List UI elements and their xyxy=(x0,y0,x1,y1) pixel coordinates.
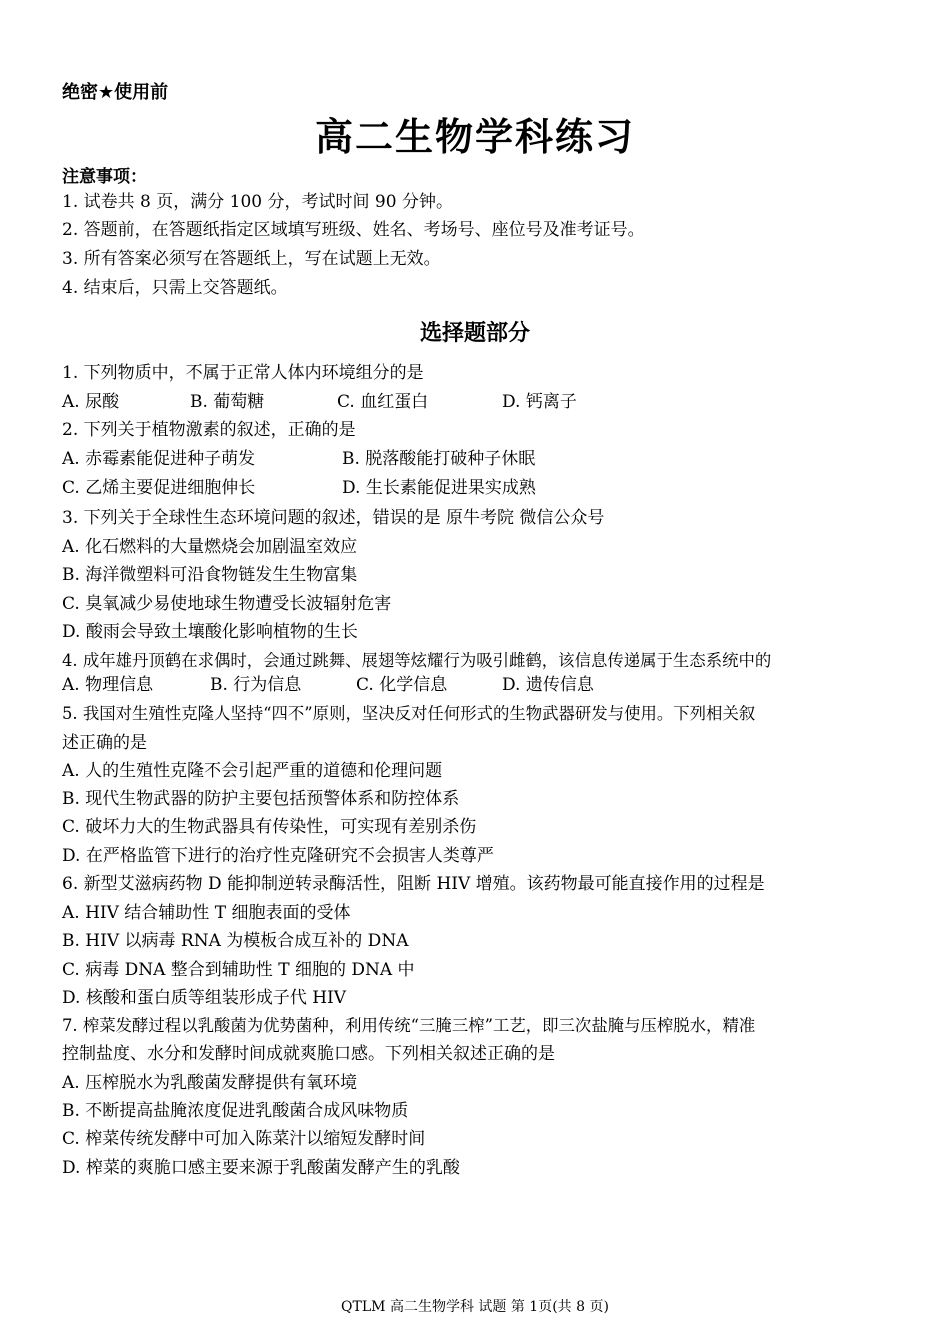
notice-item: 3. 所有答案必须写在答题纸上，写在试题上无效。 xyxy=(62,249,441,269)
question-1-option-d: D. 钙离子 xyxy=(502,392,577,412)
question-4-option-d: D. 遗传信息 xyxy=(502,675,594,695)
question-4-option-c: C. 化学信息 xyxy=(356,675,448,695)
question-5-stem: 5. 我国对生殖性克隆人坚持“四不”原则，坚决反对任何形式的生物武器研发与使用。下列相关叙 xyxy=(62,704,756,723)
question-2-stem: 2. 下列关于植物激素的叙述，正确的是 xyxy=(62,420,356,440)
page-title: 高二生物学科练习 xyxy=(314,114,635,159)
question-7-stem-cont: 控制盐度、水分和发酵时间成就爽脆口感。下列相关叙述正确的是 xyxy=(62,1044,555,1064)
question-6-option-c: C. 病毒 DNA 整合到辅助性 T 细胞的 DNA 中 xyxy=(62,960,415,980)
question-5-stem-cont: 述正确的是 xyxy=(62,733,147,753)
secret-label: 绝密★使用前 xyxy=(62,82,169,103)
question-3-option-d: D. 酸雨会导致土壤酸化影响植物的生长 xyxy=(62,622,358,642)
question-1-option-a: A. 尿酸 xyxy=(62,392,120,412)
question-6-option-d: D. 核酸和蛋白质等组装形成子代 HIV xyxy=(62,988,347,1008)
question-3-option-c: C. 臭氧减少易使地球生物遭受长波辐射危害 xyxy=(62,594,392,614)
question-1-option-c: C. 血红蛋白 xyxy=(337,392,429,412)
question-5-option-b: B. 现代生物武器的防护主要包括预警体系和防控体系 xyxy=(62,789,460,809)
question-4-stem: 4. 成年雄丹顶鹤在求偶时，会通过跳舞、展翅等炫耀行为吸引雌鹤，该信息传递属于生态系统中的 xyxy=(62,651,772,670)
question-3-option-a: A. 化石燃料的大量燃烧会加剧温室效应 xyxy=(62,537,358,557)
page-footer: QTLM 高二生物学科 试题 第 1页(共 8 页) xyxy=(341,1299,609,1315)
question-2-option-d: D. 生长素能促进果实成熟 xyxy=(342,478,536,498)
notice-heading: 注意事项： xyxy=(62,167,147,187)
notice-item: 1. 试卷共 8 页，满分 100 分，考试时间 90 分钟。 xyxy=(62,192,453,212)
question-3-stem: 3. 下列关于全球性生态环境问题的叙述，错误的是 原牛考院 微信公众号 xyxy=(62,508,605,528)
question-2-option-a: A. 赤霉素能促进种子萌发 xyxy=(62,449,256,469)
question-5-option-c: C. 破坏力大的生物武器具有传染性，可实现有差别杀伤 xyxy=(62,817,477,837)
question-5-option-a: A. 人的生殖性克隆不会引起严重的道德和伦理问题 xyxy=(62,761,443,781)
question-4-option-b: B. 行为信息 xyxy=(210,675,302,695)
question-7-option-d: D. 榨菜的爽脆口感主要来源于乳酸菌发酵产生的乳酸 xyxy=(62,1158,460,1178)
question-1-stem: 1. 下列物质中，不属于正常人体内环境组分的是 xyxy=(62,363,424,383)
question-2-option-b: B. 脱落酸能打破种子休眠 xyxy=(342,449,536,469)
question-1-option-b: B. 葡萄糖 xyxy=(190,392,265,412)
question-6-option-b: B. HIV 以病毒 RNA 为模板合成互补的 DNA xyxy=(62,931,409,951)
question-7-option-a: A. 压榨脱水为乳酸菌发酵提供有氧环境 xyxy=(62,1073,358,1093)
question-4-option-a: A. 物理信息 xyxy=(62,675,154,695)
question-6-option-a: A. HIV 结合辅助性 T 细胞表面的受体 xyxy=(62,903,351,923)
question-7-stem: 7. 榨菜发酵过程以乳酸菌为优势菌种，利用传统“三腌三榨”工艺，即三次盐腌与压榨脱水，精准 xyxy=(62,1016,756,1035)
question-5-option-d: D. 在严格监管下进行的治疗性克隆研究不会损害人类尊严 xyxy=(62,846,494,866)
question-7-option-c: C. 榨菜传统发酵中可加入陈菜汁以缩短发酵时间 xyxy=(62,1129,426,1149)
question-3-option-b: B. 海洋微塑料可沿食物链发生生物富集 xyxy=(62,565,358,585)
notice-item: 4. 结束后，只需上交答题纸。 xyxy=(62,278,288,298)
section-title: 选择题部分 xyxy=(419,320,530,346)
question-6-stem: 6. 新型艾滋病药物 D 能抑制逆转录酶活性，阻断 HIV 增殖。该药物最可能直接作用的过程是 xyxy=(62,874,765,894)
question-7-option-b: B. 不断提高盐腌浓度促进乳酸菌合成风味物质 xyxy=(62,1101,409,1121)
question-2-option-c: C. 乙烯主要促进细胞伸长 xyxy=(62,478,256,498)
notice-item: 2. 答题前，在答题纸指定区域填写班级、姓名、考场号、座位号及准考证号。 xyxy=(62,220,645,240)
